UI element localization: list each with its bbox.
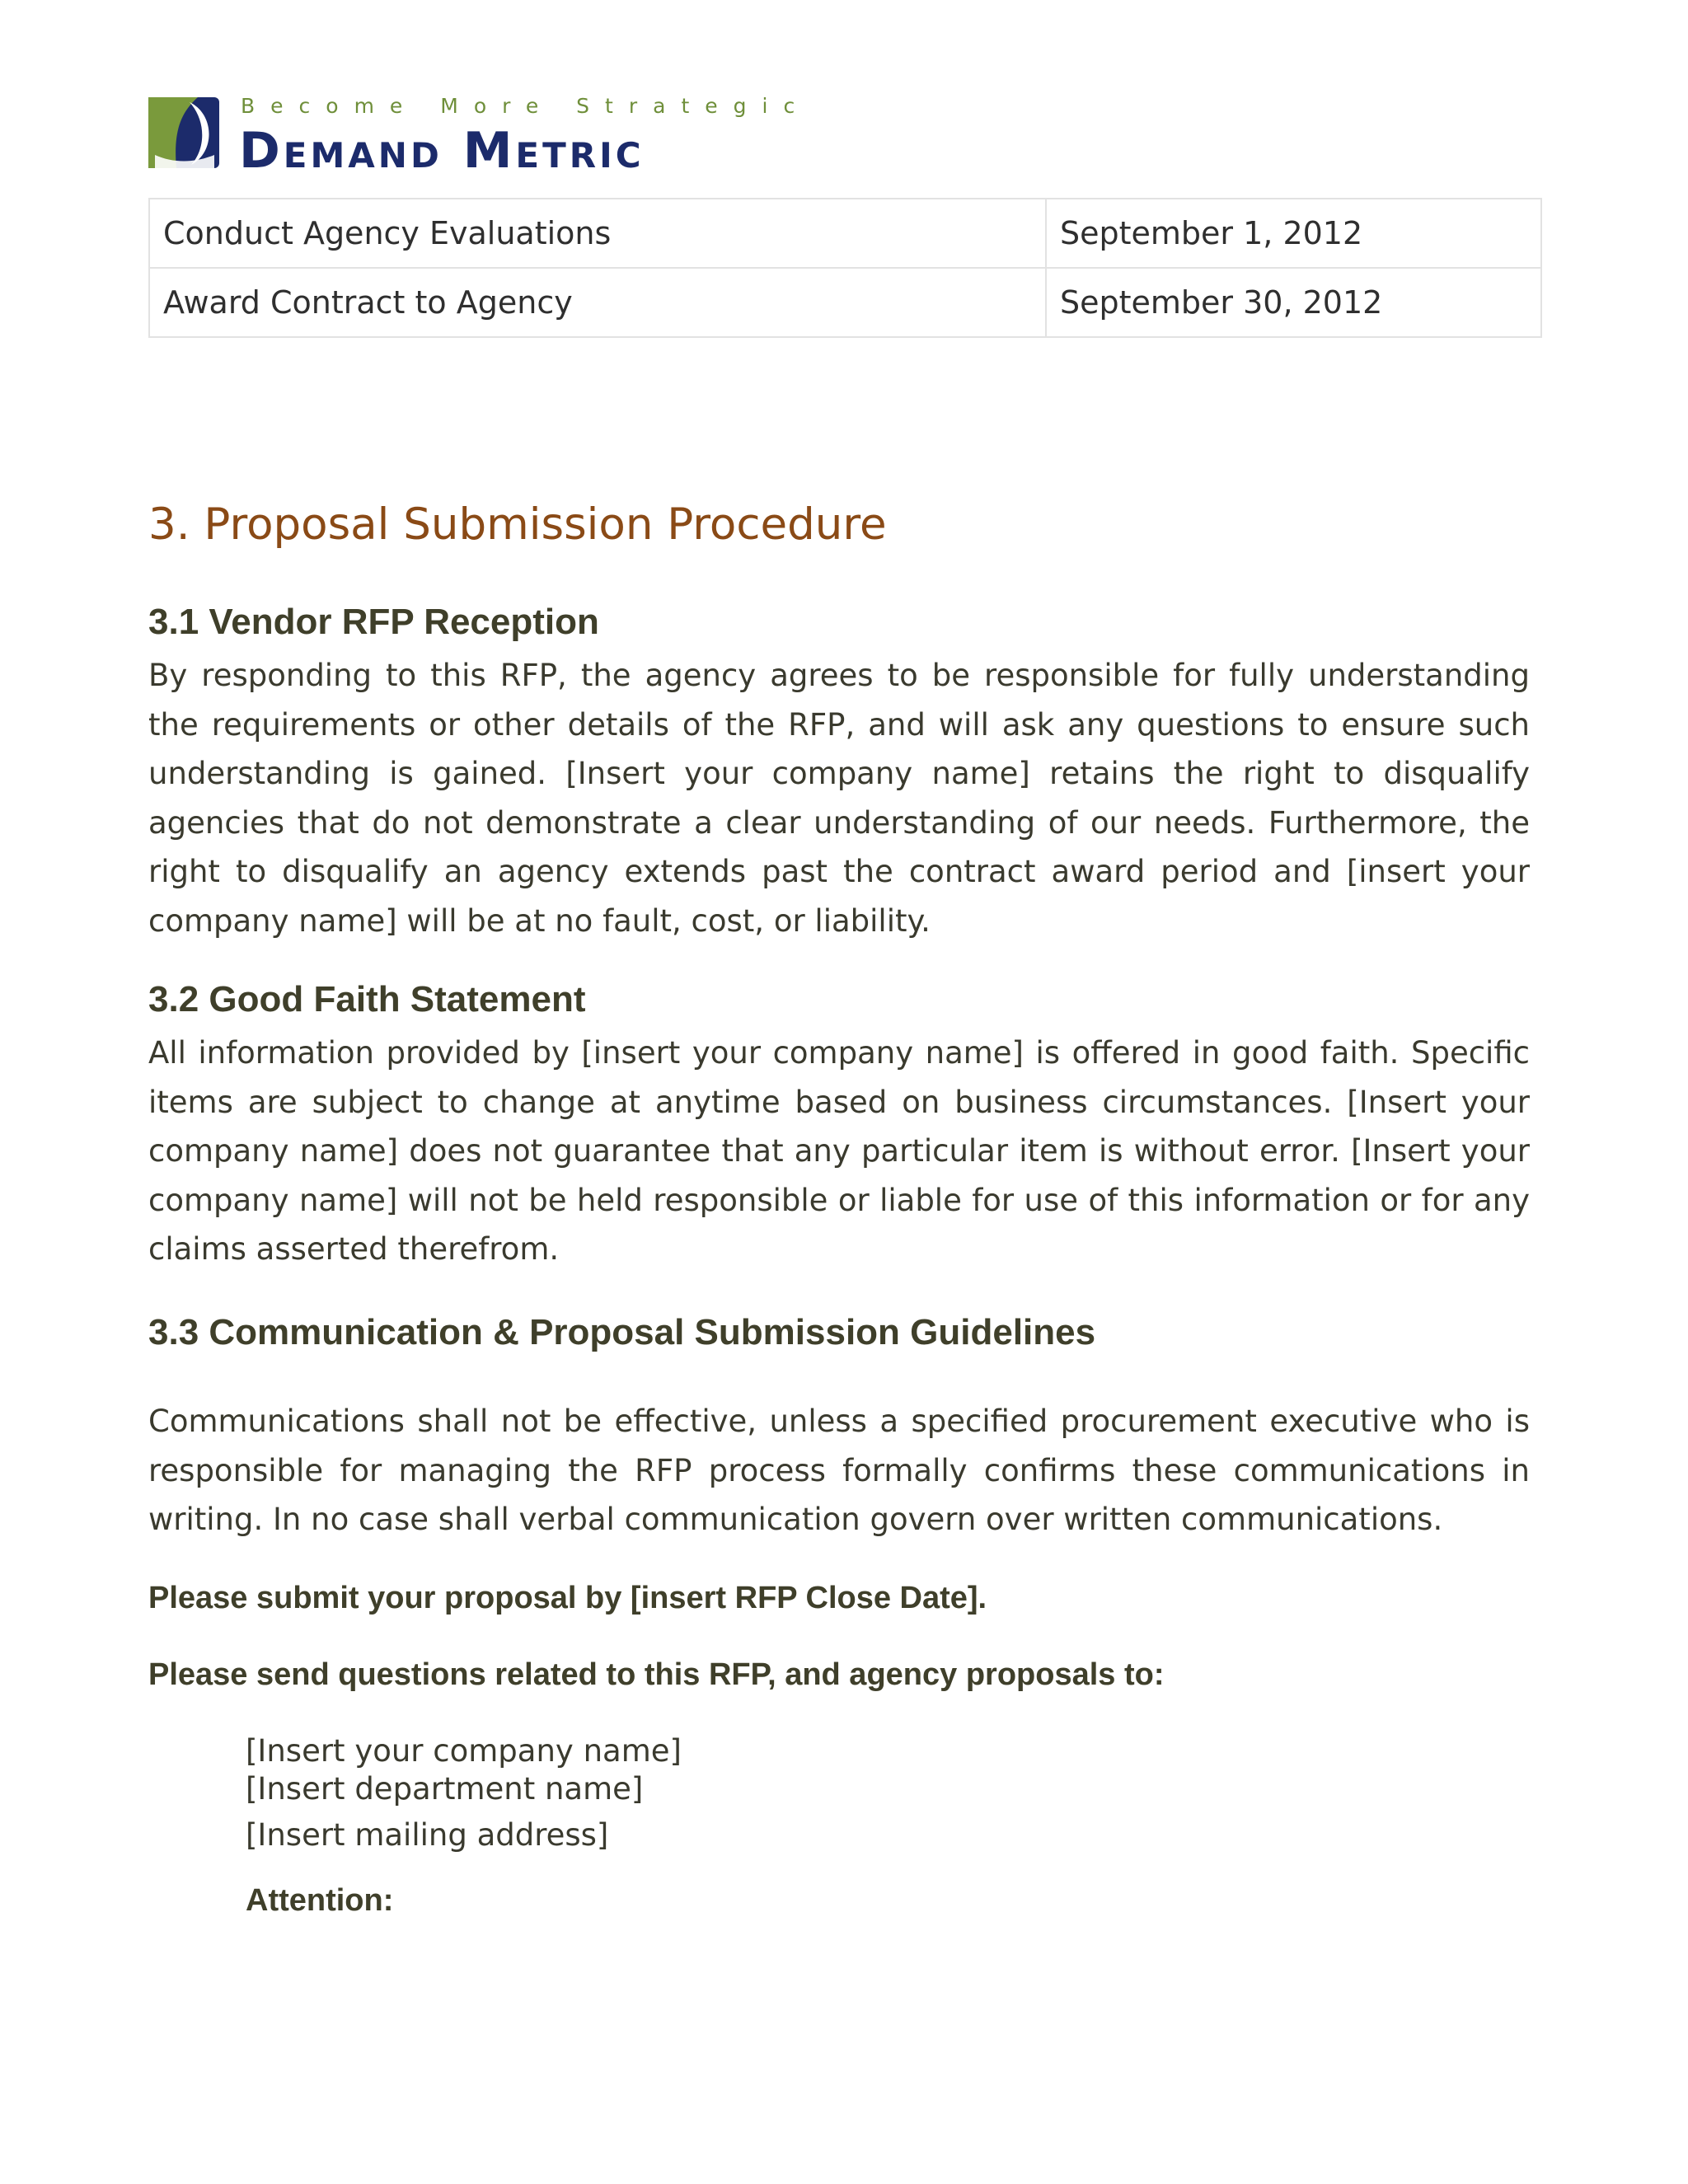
schedule-table	[148, 198, 1542, 338]
paragraph-communication-guidelines: Communications shall not be effective, unless a specified procurement executive who is responsible for managing the RFP process formally confirms these communications in writing. In no case shall verbal communication govern over written communications.	[148, 1404, 1530, 1537]
submit-deadline-line: Please submit your proposal by [insert RFP Close Date].	[148, 1581, 987, 1615]
address-company-name: [Insert your company name]	[246, 1733, 682, 1769]
date-cell: September 30, 2012	[1046, 268, 1541, 337]
section-title: 3. Proposal Submission Procedure	[148, 499, 887, 550]
send-questions-line: Please send questions related to this RFP, and agency proposals to:	[148, 1657, 1165, 1692]
table-row	[149, 199, 1541, 268]
demand-metric-logo-icon	[148, 97, 219, 168]
heading-good-faith-statement: 3.2 Good Faith Statement	[148, 979, 586, 1019]
task-cell: Award Contract to Agency	[149, 268, 1046, 337]
attention-label: Attention:	[246, 1883, 394, 1918]
table-row	[149, 268, 1541, 337]
paragraph-vendor-rfp-reception: By responding to this RFP, the agency agrees to be responsible for fully understanding the requirements or other details of the RFP, and will ask any questions to ensure such understanding is gained. [Insert your company name] retains the right to disqualify agencies that do not demonstrate a clear understanding of our needs. Furthermore, the right to disqualify an agency extends past the contract award period and [insert your company name] will be at no fault, cost, or liability.	[148, 658, 1530, 939]
logo-tagline: Become More Strategic	[241, 94, 811, 118]
logo	[148, 92, 811, 180]
address-mailing-address: [Insert mailing address]	[246, 1817, 609, 1853]
paragraph-good-faith-statement: All information provided by [insert your company name] is offered in good faith. Specific items are subject to change at anytime based on business circumstances. [Insert your company name] does not guarantee that any particular item is without error. [Insert your company name] will not be held responsible or liable for use of this information or for any claims asserted therefrom.	[148, 1035, 1530, 1267]
logo-name: Demand Metric	[239, 122, 645, 180]
date-cell: September 1, 2012	[1046, 199, 1541, 268]
heading-vendor-rfp-reception: 3.1 Vendor RFP Reception	[148, 602, 599, 642]
heading-communication-guidelines: 3.3 Communication & Proposal Submission Guidelines	[148, 1312, 1096, 1352]
task-cell: Conduct Agency Evaluations	[149, 199, 1046, 268]
address-department-name: [Insert department name]	[246, 1771, 644, 1807]
